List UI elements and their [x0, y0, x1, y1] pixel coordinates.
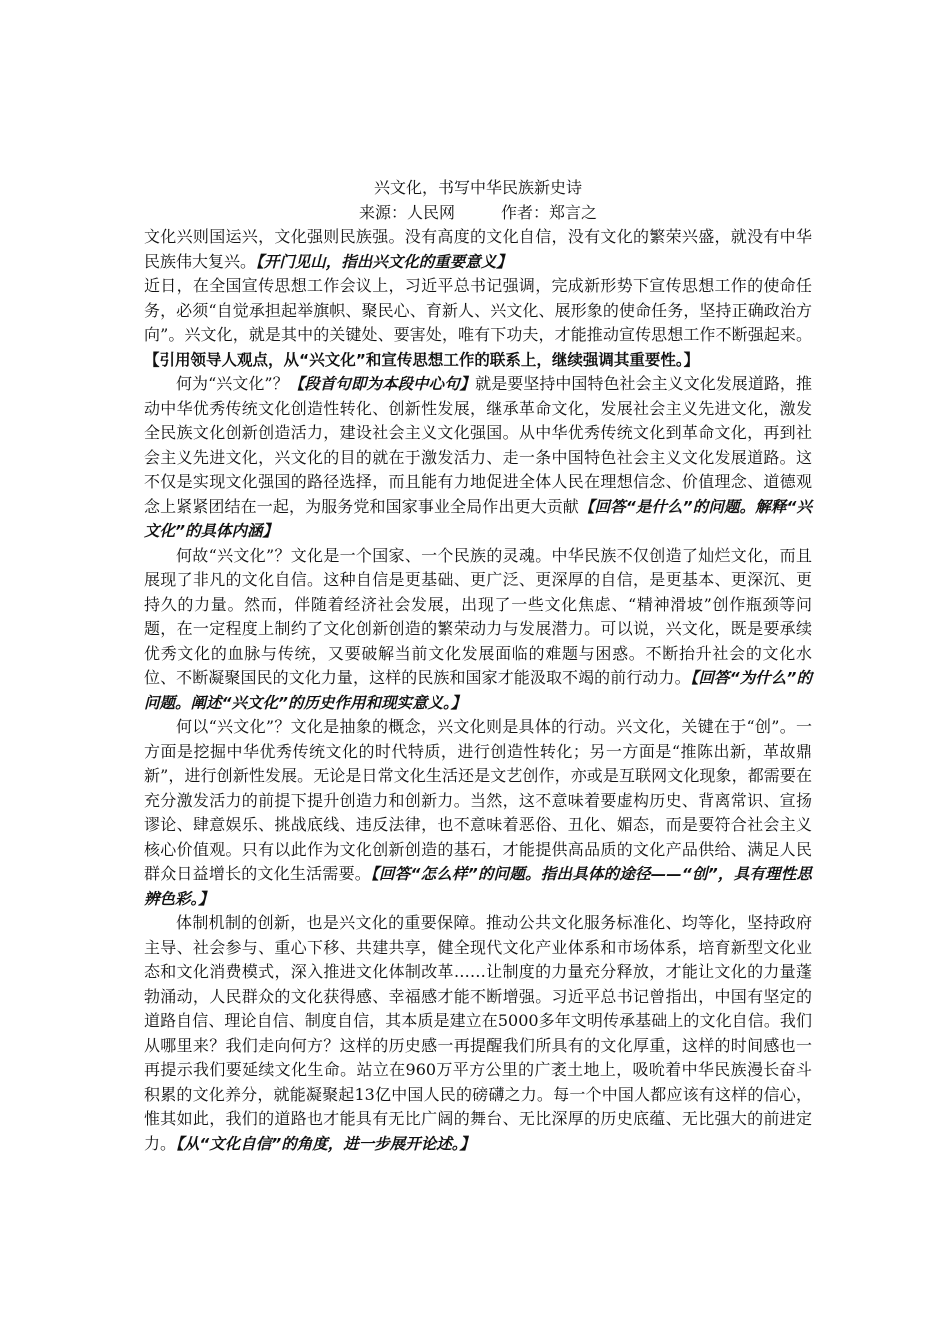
annotation-note: 【回答“为什么”的问题。阐述“兴文化”的历史作用和现实意义。】	[144, 669, 812, 712]
document-body	[144, 176, 812, 1156]
paragraph-5	[144, 715, 812, 911]
annotation-note: 【开门见山，指出兴文化的重要意义】	[256, 252, 512, 271]
paragraph-text: 何以“兴文化”？文化是抽象的概念，兴文化则是具体的行动。兴文化，关键在于“创”。一方面是挖掘中华优秀传统文化的时代特质，进行创造性转化；另一方面是“推陈出新，革故鼎新”，进行创新性发展。无论是日常文化生活还是文艺创作，亦或是互联网文化现象，都需要在充分激发活力的前提下提升创造力和创新力。当然，这不意味着要虚构历史、背离常识、宣扬谬论、肆意娱乐、挑战底线、违反法律，也不意味着恶俗、丑化、媚态，而是要符合社会主义核心价值观。只有以此作为文化创新创造的基石，才能提供高品质的文化产品供给、满足人民群众日益增长的文化生活需要。	[144, 717, 812, 883]
annotation-note: 【回答“怎么样”的问题。指出具体的途径——“创”，具有理性思辨色彩。】	[144, 865, 812, 908]
annotation-lead-note: 【段首句即为本段中心句】	[288, 375, 476, 393]
document-meta	[144, 201, 812, 226]
document-title: 兴文化，书写中华民族新史诗	[373, 178, 582, 197]
paragraph-lead: 何为“兴文化”？	[176, 374, 289, 393]
source-label: 来源：人民网	[358, 202, 455, 222]
paragraph-text: 文化兴则国运兴，文化强则民族强。没有高度的文化自信，没有文化的繁荣兴盛，就没有中华民族伟大复兴。	[144, 227, 812, 271]
annotation-note: 【回答“是什么”的问题。解释“兴文化”的具体内涵】	[144, 497, 812, 540]
paragraph-text: 近日，在全国宣传思想工作会议上，习近平总书记强调，完成新形势下宣传思想工作的使命任务，必须“自觉承担起举旗帜、聚民心、育新人、兴文化、展形象的使命任务，坚持正确政治方向”。兴文化，就是其中的关键处、要害处，唯有下功夫，才能推动宣传思想工作不断强起来。	[144, 276, 812, 344]
annotation-note: 【从“文化自信”的角度，进一步展开论述。】	[176, 1134, 475, 1153]
paragraph-text: 就是要坚持中国特色社会主义文化发展道路，推动中华优秀传统文化创造性转化、创新性发展，继承革命文化，发展社会主义先进文化，激发全民族文化创新创造活力，建设社会主义文化强国。从中华优秀传统文化到革命文化，再到社会主义先进文化，兴文化的目的就在于激发活力、走一条中国特色社会主义文化发展道路。这不仅是实现文化强国的路径选择，而且能有力地促进全体人民在理想信念、价值理念、道德观念上紧紧团结在一起，为服务党和国家事业全局作出更大贡献	[144, 374, 812, 516]
paragraph-6	[144, 911, 812, 1156]
author-label: 作者：郑言之	[501, 202, 598, 222]
paragraph-1	[144, 225, 812, 274]
paragraph-4	[144, 544, 812, 716]
paragraph-text: 何故“兴文化”？文化是一个国家、一个民族的灵魂。中华民族不仅创造了灿烂文化，而且展现了非凡的文化自信。这种自信是更基础、更广泛、更深厚的自信，是更基本、更深沉、更持久的力量。然而，伴随着经济社会发展，出现了一些文化焦虑、“精神滑坡”创作瓶颈等问题，在一定程度上制约了文化创新创造的繁荣动力与发展潜力。可以说，兴文化，既是要承续优秀文化的血脉与传统，又要破解当前文化发展面临的难题与困惑。不断抬升社会的文化水位、不断凝聚国民的文化力量，这样的民族和国家才能汲取不竭的前行动力。	[144, 545, 812, 687]
annotation-note: 【引用领导人观点，从“兴文化”和宣传思想工作的联系上，继续强调其重要性。】	[144, 350, 700, 369]
paragraph-2	[144, 274, 812, 372]
paragraph-3	[144, 372, 812, 544]
paragraph-text: 体制机制的创新，也是兴文化的重要保障。推动公共文化服务标准化、均等化，坚持政府主导、社会参与、重心下移、共建共享，健全现代文化产业体系和市场体系，培育新型文化业态和文化消费模式，深入推进文化体制改革……让制度的力量充分释放，才能让文化的力量蓬勃涌动，人民群众的文化获得感、幸福感才能不断增强。习近平总书记曾指出，中国有坚定的道路自信、理论自信、制度自信，其本质是建立在5000多年文明传承基础上的文化自信。我们从哪里来？我们走向何方？这样的历史感一再提醒我们所具有的文化厚重，这样的时间感也一再提示我们要延续文化生命。站立在960万平方公里的广袤土地上，吸吮着中华民族漫长奋斗积累的文化养分，就能凝聚起13亿中国人民的磅礴之力。每一个中国人都应该有这样的信心，惟其如此，我们的道路也才能具有无比广阔的舞台、无比深厚的历史底蕴、无比强大的前进定力。	[144, 913, 812, 1153]
